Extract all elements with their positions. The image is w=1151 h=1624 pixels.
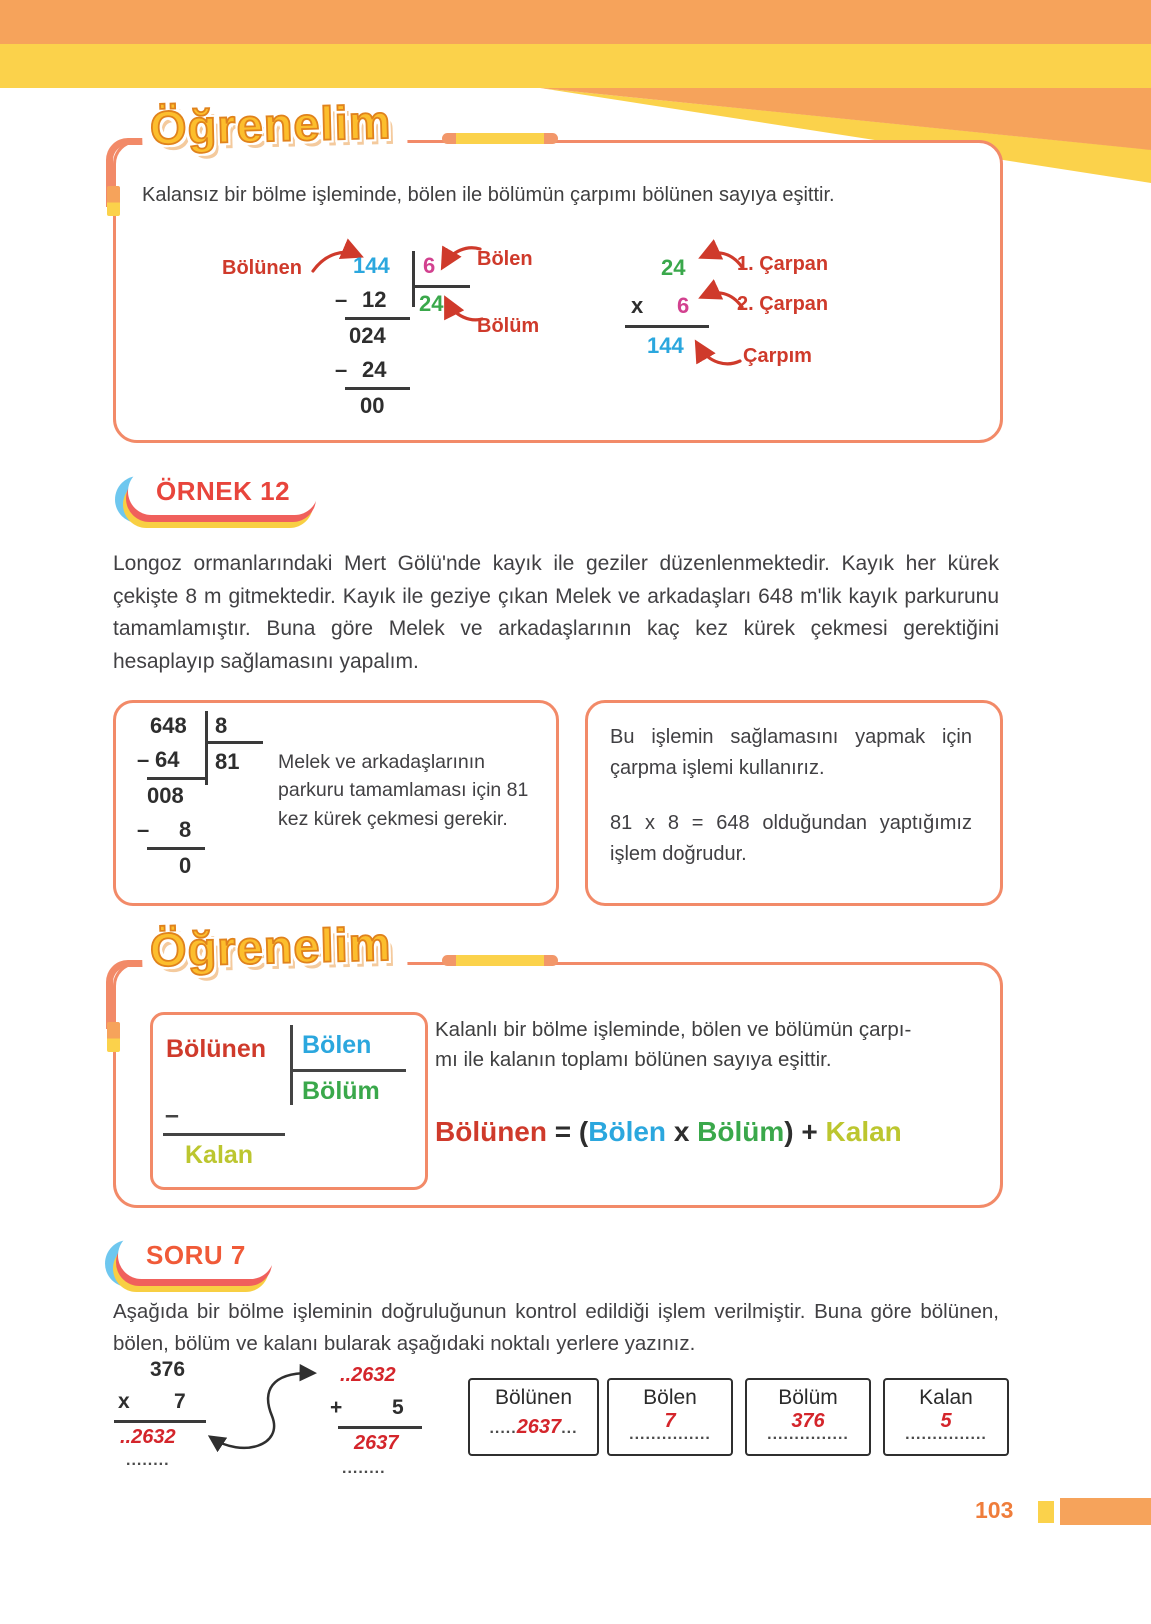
factor2-6: 6 bbox=[677, 293, 690, 318]
add-addend1-handwritten: ..2632 bbox=[340, 1364, 396, 1386]
quotient-81: 81 bbox=[215, 749, 240, 774]
bolum-arrow-icon bbox=[441, 293, 485, 323]
scheme-bolum: Bölüm bbox=[302, 1077, 380, 1105]
underline-2 bbox=[147, 847, 205, 850]
factor1-24: 24 bbox=[661, 255, 686, 280]
answer-label: Bölen bbox=[643, 1386, 697, 1409]
answer-value-handwritten: 7 bbox=[664, 1410, 676, 1432]
ornek-text: Longoz ormanlarındaki Mert Gölü'nde kayık ile geziler düzenlenmektedir. Kayık her kürek çekişte 8 m gitmektedir. Kayık ile geziye çıkan Melek ve arkadaşları 648 m'lik kayık parkurunu tamamlamıştır. Buna göre Melek ve arkadaşlarının kaç kez kürek çekmesi gerektiğini hesaplayıp sağlamasını yapalım. bbox=[113, 552, 999, 673]
remainder-formula bbox=[435, 1116, 902, 1148]
formula-close-paren: ) bbox=[784, 1116, 794, 1147]
answer-dots: ..... bbox=[489, 1420, 517, 1437]
mult-factor2: 7 bbox=[174, 1390, 186, 1413]
answer-dots: ............... bbox=[905, 1426, 987, 1443]
step-12: 12 bbox=[362, 287, 387, 312]
multiplication-diagram-24x6 bbox=[625, 245, 965, 405]
footer-orange-bar bbox=[1060, 1498, 1151, 1525]
check-result: 81 x 8 = 648 olduğundan yaptığımız işlem doğrudur. bbox=[610, 812, 972, 865]
division-vertical-line bbox=[205, 711, 208, 785]
left-edge-marker bbox=[107, 1022, 120, 1052]
answer-label: Bölüm bbox=[778, 1386, 838, 1409]
logo-dash-decoration bbox=[442, 133, 558, 144]
add-plus: + bbox=[330, 1396, 343, 1419]
answer-label: Bölünen bbox=[494, 1386, 573, 1409]
learn2-statement-line1: Kalanlı bir bölme işleminde, bölen ve bölümün çarpı- bbox=[435, 1018, 912, 1041]
label-carpim: Çarpım bbox=[743, 345, 812, 367]
answer-box-bolum bbox=[745, 1378, 871, 1456]
answer-box-bolunen bbox=[468, 1378, 599, 1456]
step-024: 024 bbox=[349, 323, 386, 348]
mult-dots: ........ bbox=[126, 1452, 170, 1469]
answer-value-handwritten: 2637 bbox=[516, 1416, 562, 1438]
formula-plus: + bbox=[801, 1116, 818, 1147]
step-64: 64 bbox=[155, 747, 180, 772]
logo-dash-decoration bbox=[442, 955, 558, 966]
answer-box-kalan bbox=[883, 1378, 1009, 1456]
scheme-bolunen: Bölünen bbox=[166, 1035, 266, 1063]
divisor-6: 6 bbox=[423, 253, 436, 278]
header-yellow-band bbox=[0, 44, 1151, 88]
formula-open-paren: ( bbox=[578, 1116, 589, 1147]
label-bolunen: Bölünen bbox=[222, 257, 302, 279]
underline-2 bbox=[345, 387, 410, 390]
label-2-carpan: 2. Çarpan bbox=[737, 293, 829, 315]
carry-over-arrow-icon bbox=[200, 1358, 325, 1463]
formula-equals: = bbox=[554, 1116, 572, 1147]
scheme-minus: – bbox=[165, 1101, 179, 1129]
learn1-statement: Kalansız bir bölme işleminde, bölen ile bölümün çarpımı bölünen sayıya eşittir. bbox=[142, 184, 835, 206]
answer-dots: ... bbox=[561, 1420, 578, 1437]
soru-text: Aşağıda bir bölme işleminin doğruluğunun kontrol edildiği işlem verilmiştir. Buna göre bölünen, bölen, bölüm ve kalanı bularak aşağıdaki noktalı yerlere yazınız. bbox=[113, 1300, 999, 1355]
label-1-carpan: 1. Çarpan bbox=[737, 253, 829, 275]
ogrenelim-logo: Öğrenelim bbox=[141, 914, 408, 984]
minus-sign: – bbox=[335, 287, 348, 312]
answer-box-bolen bbox=[607, 1378, 733, 1456]
scheme-bolen: Bölen bbox=[302, 1031, 372, 1059]
dividend-144: 144 bbox=[353, 253, 390, 278]
divisor-8: 8 bbox=[215, 713, 228, 738]
mult-factor1: 376 bbox=[150, 1358, 186, 1381]
add-addend2: 5 bbox=[392, 1396, 404, 1419]
add-dots: ........ bbox=[342, 1460, 386, 1477]
left-edge-marker bbox=[107, 186, 120, 216]
formula-times: x bbox=[673, 1116, 690, 1147]
division-diagram-144 bbox=[215, 245, 585, 425]
label-bolum: Bölüm bbox=[477, 315, 540, 337]
carpim-arrow-icon bbox=[689, 333, 744, 368]
answer-label: Kalan bbox=[919, 1386, 973, 1409]
formula-kalan: Kalan bbox=[825, 1116, 902, 1147]
add-line bbox=[338, 1426, 422, 1429]
mult-times: x bbox=[118, 1390, 130, 1413]
scheme-remainder-line bbox=[163, 1133, 285, 1136]
mult-result-handwritten: ..2632 bbox=[120, 1426, 176, 1448]
scheme-kalan: Kalan bbox=[185, 1141, 254, 1169]
quotient-24: 24 bbox=[419, 291, 444, 316]
mult-line bbox=[114, 1420, 206, 1423]
minus-sign: – bbox=[335, 357, 348, 382]
product-144: 144 bbox=[647, 333, 684, 358]
times-sign: x bbox=[631, 293, 644, 318]
corner-hook-decoration bbox=[106, 960, 143, 1029]
footer-yellow-square bbox=[1038, 1501, 1054, 1523]
quotient-line bbox=[205, 741, 263, 744]
learn2-statement-line2: mı ile kalanın toplamı bölünen sayıya eşittir. bbox=[435, 1048, 832, 1071]
answer-dots: ............... bbox=[767, 1426, 849, 1443]
answer-dots: ............... bbox=[629, 1426, 711, 1443]
check-intro: Bu işlemin sağlamasını yapmak için çarpma işlemi kullanırız. bbox=[610, 726, 972, 779]
answer-value-handwritten: 5 bbox=[940, 1410, 952, 1432]
minus-sign: – bbox=[137, 747, 150, 772]
step-24: 24 bbox=[362, 357, 387, 382]
underline-1 bbox=[345, 317, 410, 320]
bolen-arrow-icon bbox=[437, 243, 483, 273]
solution-note: Melek ve arkadaşlarının parkuru tamamlaması için 81 kez kürek çekmesi gerekir. bbox=[278, 751, 529, 830]
step-8: 8 bbox=[179, 817, 192, 842]
division-vertical-line bbox=[412, 251, 415, 307]
quotient-line bbox=[412, 285, 470, 288]
underline-1 bbox=[147, 777, 205, 780]
work-addition bbox=[330, 1360, 440, 1480]
ornek-badge: ÖRNEK 12 bbox=[128, 468, 318, 515]
formula-bolunen: Bölünen bbox=[435, 1116, 547, 1147]
product-line bbox=[625, 325, 709, 328]
add-result-handwritten: 2637 bbox=[354, 1432, 399, 1454]
step-0: 0 bbox=[179, 853, 192, 878]
minus-sign: – bbox=[137, 817, 150, 842]
scheme-quotient-line bbox=[290, 1069, 406, 1072]
step-008: 008 bbox=[147, 783, 184, 808]
dividend-648: 648 bbox=[150, 713, 187, 738]
ogrenelim-logo: Öğrenelim bbox=[141, 92, 408, 162]
answer-value-handwritten: 376 bbox=[791, 1410, 825, 1432]
header-orange-band bbox=[0, 0, 1151, 44]
step-00: 00 bbox=[360, 393, 385, 418]
soru-badge: SORU 7 bbox=[118, 1232, 274, 1279]
scheme-vertical-line bbox=[290, 1025, 293, 1105]
formula-bolen: Bölen bbox=[588, 1116, 667, 1147]
division-diagram-648 bbox=[135, 713, 295, 883]
page-number: 103 bbox=[975, 1497, 1014, 1523]
label-bolen: Bölen bbox=[477, 248, 533, 270]
remainder-scheme-box bbox=[150, 1012, 428, 1190]
formula-bolum: Bölüm bbox=[697, 1116, 785, 1147]
